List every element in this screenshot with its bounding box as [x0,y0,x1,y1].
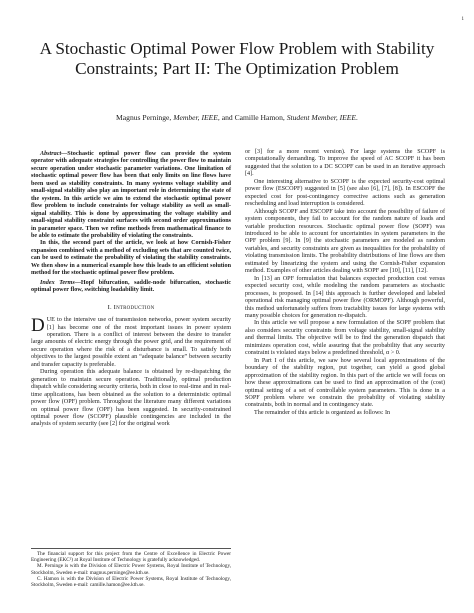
intro-paragraph-1 [31,317,231,369]
paper-title: A Stochastic Optimal Power Flow Problem with Stability Constraints; Part II: The Optimization Problem [39,39,435,78]
intro-paragraph-1-text: UE to the intensive use of transmission networks, power system security [1] has become one of the most important issues in power system operation. There is a conflict of interest between the desire to transfer large amounts of electric energy through the power grid, and the requirement of secure operation where the risk of a disturbance is small. To satisfy both objectives to the largest possible extent an “adequate balance” between security and transfer capacity is preferable. [31,317,231,368]
author-role-2: Student Member, IEEE. [286,113,358,122]
section-heading-introduction: I. Introduction [107,303,155,311]
right-paragraph-6: In Part I of this article, we saw how several local approximations of the boundary of the stability region, put together, can yield a good global approximation of the stability region. In this part of the article we will focus on how these approximations can be used to find an approximation of the (cost) optimal setting of a set of controllable system parameters. This is done in a SOPF problem where we constrain the probability of violating stability constraints, both in normal and in contingency state. [245,357,445,409]
footnote-author-1: M. Perninge is with the Division of Electric Power Systems, Royal Institute of Technology, Stockholm, Sweden e-mail: magnus.perninge@ee.kth.se. [31,563,231,576]
intro-paragraph-2: During operation this adequate balance is obtained by re-dispatching the generation to maintain secure operation. Traditionally, optimal production dispatch while considering security criteria, both in close to real-time and in real-time applications, has been obtained as the solution to a deterministic optimal power flow (OPF) problem. Throughout the literature many different variations on optimal power flow (OPF) has been suggested. In security-constrained optimal power flow (SCOPF) plausible contingencies are included in the analysis of system security (see [2] for the original work [31,369,231,428]
author-separator: and Camille Hamon, [221,113,285,122]
right-paragraph-5: In this article we will propose a new formulation of the SOPF problem that also considers security constraints from voltage stability, small-signal stability and thermal limits. The objective will be to find the generation dispatch that minimizes operation cost, while assuring that the probability that any security constraint is violated stays below a predefined threshold, α > 0. [245,320,445,357]
right-paragraph-4: In [13] an OPF formulation that balances expected production cost versus expected security cost, while modeling the random parameters as stochastic processes, is proposed. In [14] this approach is further developed and labeled operational risk managing optimal power flow (ORMOPF). Although powerful, this method unfortunately suffers from tractability issues for large systems with many possible choices for generation re-dispatch. [245,275,445,319]
right-paragraph-3: Although SCOPF and ESCOPF take into account the possibility of failure of system components, they fail to account for the random nature of loads and variable production resources. Stochastic optimal power flow (SOPF) was introduced to be able to account for uncertainties in system parameters in the OPF problem [9]. In [9] the stochastic parameters are modeled as random variables, and security constraints are given as inequalities for the probability of violating transmission limits. The probability distributions of line flows are then estimated by linearizing the system and using the Cornish-Fisher expansion method. Examples of other articles dealing with SOPF are [10], [11], [12]. [245,208,445,275]
index-terms [31,280,231,295]
right-column [245,149,445,417]
drop-cap: D [31,315,45,337]
index-terms-text: —Hopf bifurcation, saddle-node bifurcation, stochastic optimal power flow, switching loadability limit. [31,279,231,294]
index-terms-label: Index Terms [40,279,75,286]
abstract-text: —Stochastic optimal power flow can provide the system operator with adequate strategies for controlling the power flow to maintain secure operation under stochastic parameter variations. One limitation of stochastic optimal power flow has been that only limits on line flows have been used as stability constraints. In many systems voltage stability and small-signal stability also play an important role in determining the state of the system. In this article we aim to extend the stochastic optimal power flow problem to include constraints for voltage stability as well as small-signal stability. This is done by approximating the voltage stability and small-signal stability constraint surfaces with second order approximations in parameter space. Then we refine methods from mathematical finance to be able to estimate the probability of violating the constraints. [31,151,231,239]
right-paragraph-1: or [3] for a more recent version). For large systems the SCOPF is computationally demanding. To improve the speed of AC SCOPF it has been suggested that the solution to a DC SCOPF can be used in an iterative approach [4]. [245,149,445,178]
right-paragraph-7: The remainder of this article is organized as follows: In [254,409,391,416]
footnotes [31,548,231,588]
right-paragraph-2: One interesting alternative to SCOPF is the expected security-cost optimal power flow (ESCOPF) suggested in [5] (see also [6], [7], [8]). In ESCOPF the expected cost for post-contingency corrective actions such as generation rescheduling and load interruption is considered. [245,178,445,208]
abstract-label: Abstract [40,151,62,157]
author-line [20,113,454,122]
footnote-funding: The financial support for this project from the Centre of Excellence in Electric Power Engineering (EKC²) at Royal Institute of Technology is gratefully acknowledged. [31,551,231,564]
abstract-text-2: In this, the second part of the article, we look at how Cornish-Fisher expansion combined with a method of excluding sets that are counted twice, can be used to estimate the probability of violating the stability constraints. We then show in a numerical example how this leads to an efficient solution method for the stochastic optimal power flow problem. [31,240,231,277]
footnote-author-2: C. Hamon is with the Division of Electric Power Systems, Royal Institute of Technology, Stockholm, Sweden e-mail: camille.hamon@ee.kth.se. [31,575,231,589]
author-name-1: Magnus Perninge, [116,113,172,122]
author-role-1: Member, IEEE, [173,113,220,122]
left-column [31,151,231,429]
abstract [31,151,231,240]
page-number: 1 [461,17,464,22]
